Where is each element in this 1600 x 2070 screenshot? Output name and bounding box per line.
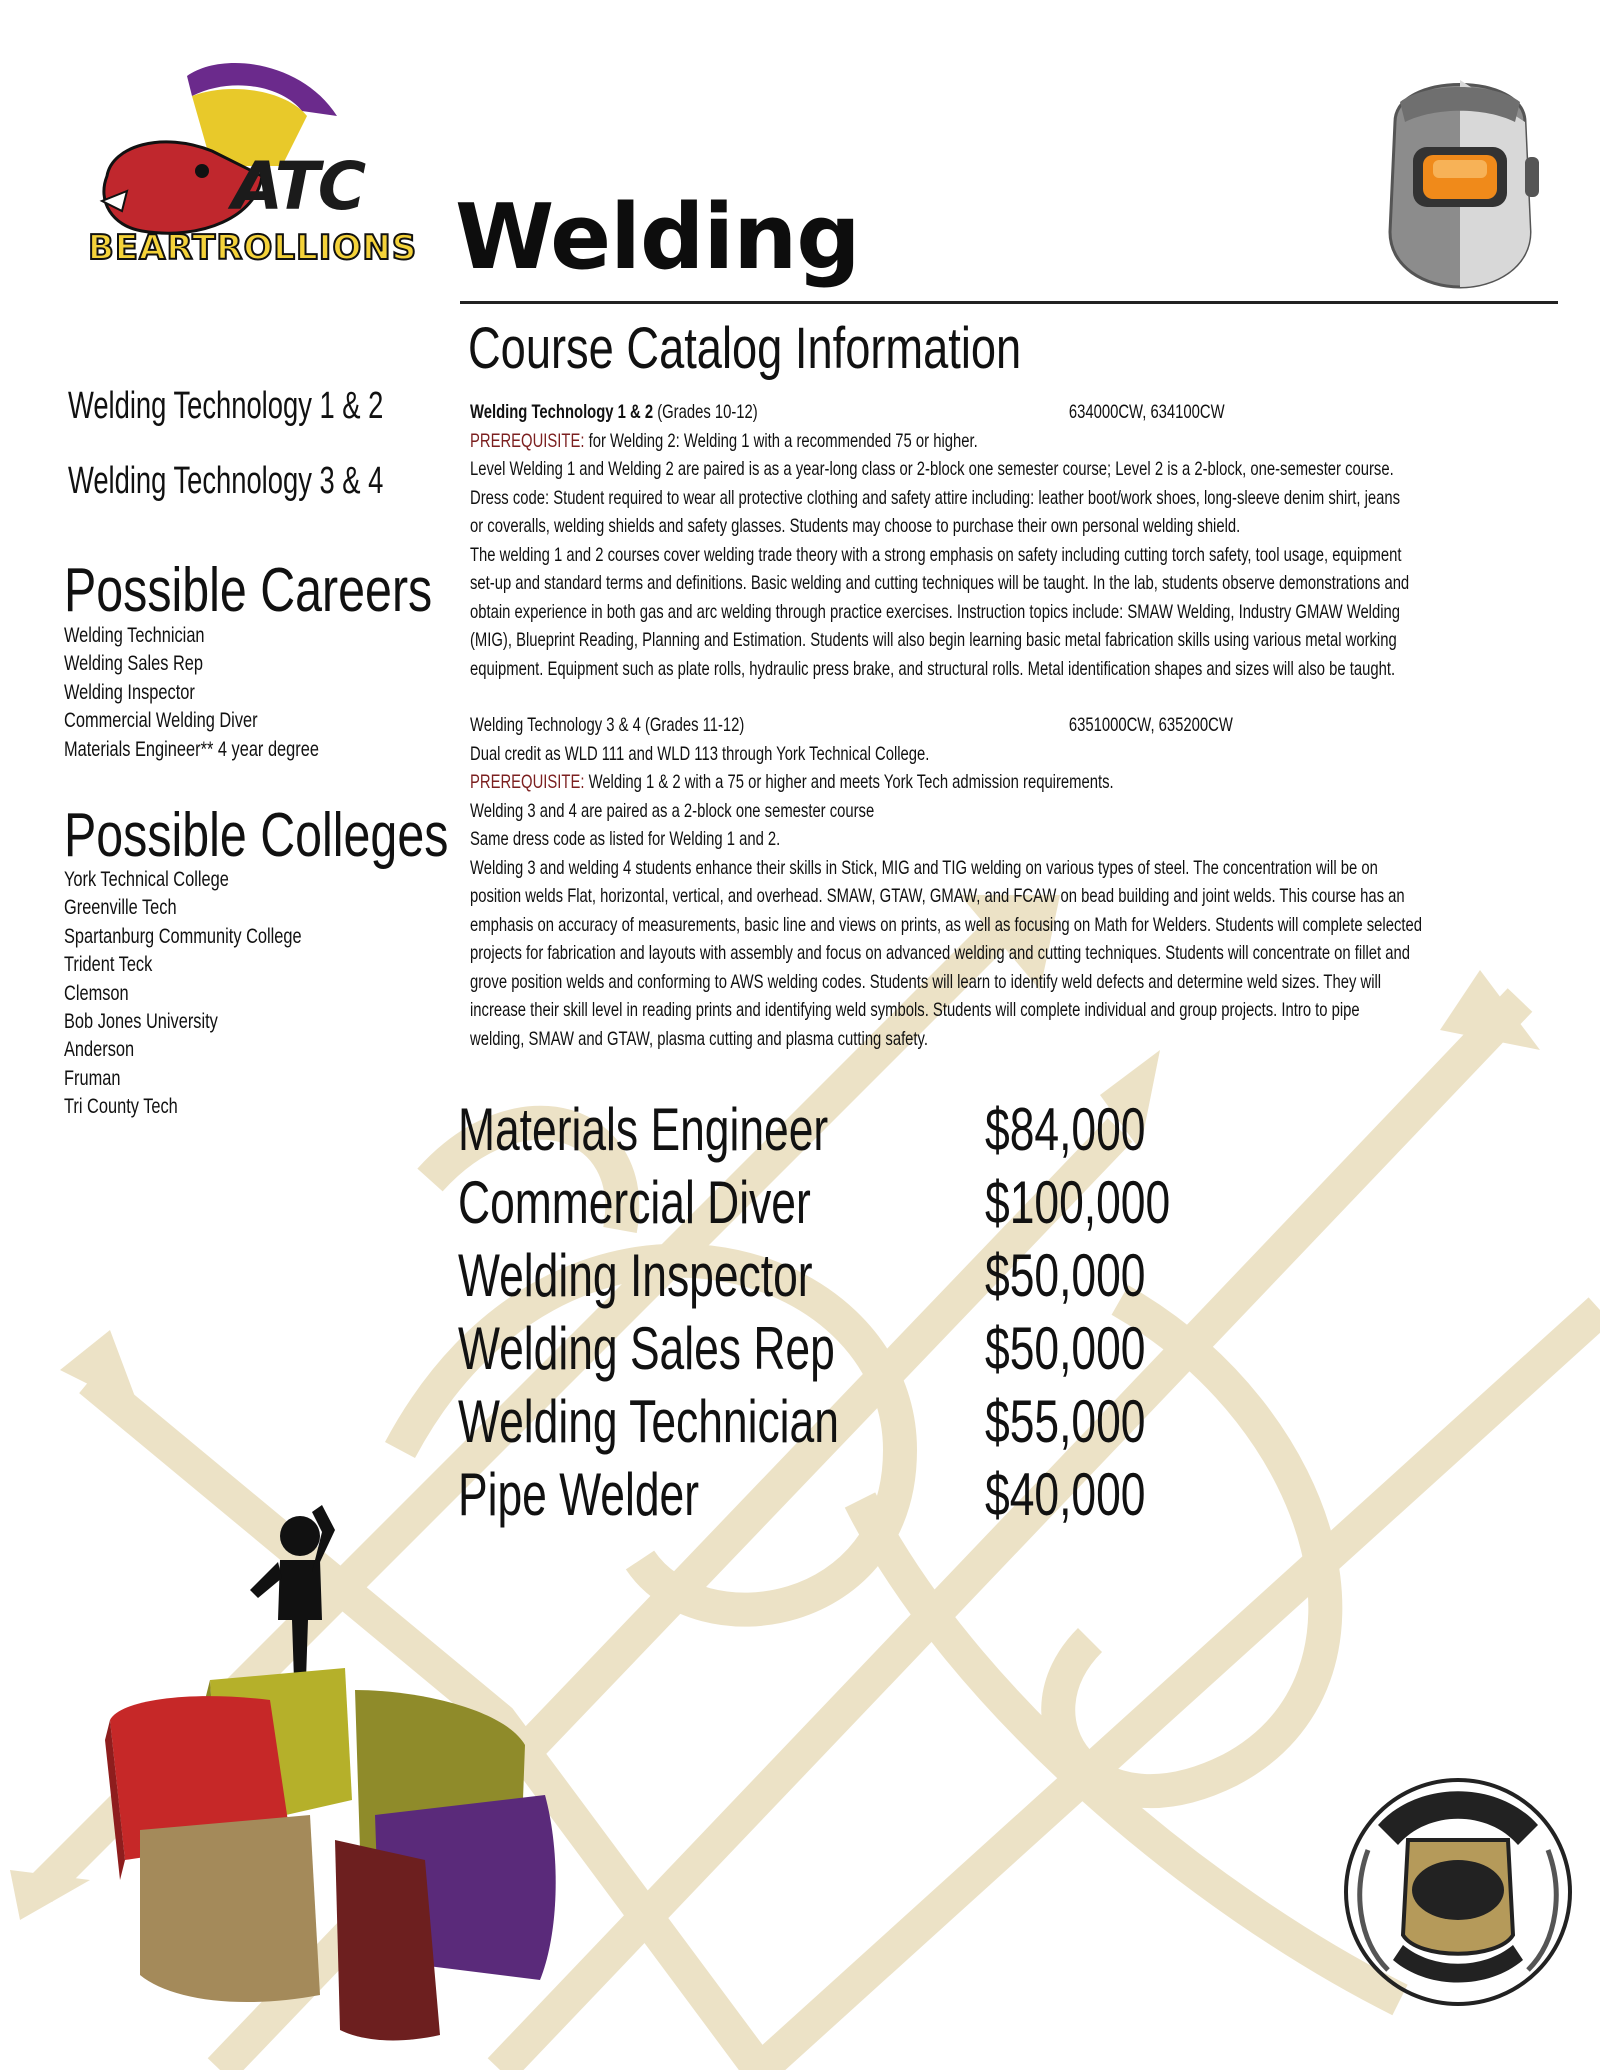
page-title: Welding: [455, 185, 860, 290]
salary-amount: $100,000: [985, 1169, 1171, 1236]
course1-prereq: PREREQUISITE: for Welding 2: Welding 1 with a recommended 75 or higher.: [470, 429, 978, 452]
course2-line: Same dress code as listed for Welding 1 and 2.: [470, 828, 781, 850]
salary-job: Welding Technician: [458, 1388, 839, 1455]
salary-amount: $50,000: [985, 1315, 1146, 1382]
salary-job: Pipe Welder: [458, 1461, 700, 1528]
careers-heading: Possible Careers: [64, 556, 433, 625]
course1-grades: (Grades 10-12): [657, 401, 758, 423]
course2-line: Welding 3 and 4 are paired as a 2-block one semester course: [470, 799, 875, 822]
list-item: Welding Inspector: [64, 680, 195, 704]
list-item: Greenville Tech: [64, 896, 177, 920]
logo-wordmark: BEARTROLLIONS: [88, 228, 418, 268]
course2-codes: 6351000CW, 635200CW: [1068, 714, 1233, 736]
course1-line: set-up and standard terms and definitions. Basic welding and cutting techniques will be taught. In the lab, students observe demonstrations and: [470, 572, 1410, 594]
course2-name: Welding Technology 3 & 4 (Grades 11-12): [470, 714, 745, 736]
careers-list: [64, 624, 391, 766]
course1-line: obtain experience in both gas and arc welding through practice exercises. Instruction topics include: SMAW Welding, Industry GMAW Welding: [470, 600, 1401, 623]
list-item: Clemson: [64, 981, 129, 1005]
list-item: Commercial Welding Diver: [64, 709, 258, 733]
salary-job: Materials Engineer: [458, 1096, 829, 1163]
course1-line: equipment. Equipment such as plate rolls, hydraulic press brake, and structural rolls. Metal identification shapes and sizes will also be taught.: [470, 657, 1396, 680]
course-link-3-4: Welding Technology 3 & 4: [68, 460, 384, 502]
colleges-list: [64, 868, 369, 1124]
course2-header: [470, 711, 1534, 740]
prereq-label: PREREQUISITE:: [470, 429, 585, 452]
salary-amount: $84,000: [985, 1096, 1146, 1163]
course2-line: Welding 3 and welding 4 students enhance their skills in Stick, MIG and TIG welding on various types of steel. The concentration will be on: [470, 856, 1378, 879]
salary-amount: $55,000: [985, 1388, 1146, 1455]
course2-prereq: PREREQUISITE: Welding 1 & 2 with a 75 or higher and meets York Tech admission requirements.: [470, 771, 1114, 793]
course2-line: emphasis on accuracy of measurements, basic line and views on prints, as well as focusing on Math for Welders. Students will complete selected: [470, 913, 1422, 936]
list-item: Welding Technician: [64, 624, 205, 647]
list-item: Materials Engineer** 4 year degree: [64, 737, 319, 761]
list-item: Spartanburg Community College: [64, 924, 302, 948]
course1-codes: 634000CW, 634100CW: [1068, 401, 1225, 423]
course2-line: position welds Flat, horizontal, vertical, and overhead. SMAW, GTAW, GMAW, and FCAW on bead building and joint welds. This course has an: [470, 885, 1405, 907]
list-item: Tri County Tech: [64, 1095, 178, 1119]
title-divider: [460, 301, 1558, 304]
colleges-heading: Possible Colleges: [64, 801, 449, 870]
list-item: York Technical College: [64, 868, 229, 891]
course1-header: [470, 398, 1534, 427]
course2-line: projects for fabrication and layouts with assembly and focus on advanced welding and cutting techniques. Students will concentrate on fillet and: [470, 942, 1410, 964]
salary-amount: $40,000: [985, 1461, 1146, 1528]
course1-line: or coveralls, welding shields and safety glasses. Students may choose to purchase their own personal welding shield.: [470, 515, 1241, 537]
catalog-body: [470, 398, 1534, 1053]
list-item: Welding Sales Rep: [64, 652, 204, 676]
salary-job: Welding Inspector: [458, 1242, 813, 1309]
list-item: Fruman: [64, 1066, 121, 1090]
list-item: Trident Teck: [64, 953, 153, 977]
welding-helmet-icon: [1375, 62, 1545, 292]
course1-line: (MIG), Blueprint Reading, Planning and Estimation. Students will also begin learning basic metal fabrication skills using various metal working: [470, 629, 1397, 651]
salary-job: Commercial Diver: [458, 1169, 811, 1236]
list-item: Bob Jones University: [64, 1009, 218, 1033]
salary-job: Welding Sales Rep: [458, 1315, 835, 1382]
course1-line: Dress code: Student required to wear all protective clothing and safety attire including: leather boot/work shoes, long-sleeve denim shirt, jeans: [470, 486, 1401, 509]
course2-line: increase their skill level in reading prints and identifying weld symbols. Students will complete individual and group projects. Intro to pipe: [470, 999, 1360, 1021]
logo-atc-text: ATC: [232, 148, 365, 225]
course1-line: The welding 1 and 2 courses cover welding trade theory with a strong emphasis on safety including cutting torch safety, tool usage, equipment: [470, 543, 1402, 566]
course2-line: welding, SMAW and GTAW, plasma cutting and plasma cutting safety.: [470, 1027, 928, 1050]
catalog-heading: Course Catalog Information: [468, 316, 1022, 381]
course2-line: grove position welds and conforming to AWS welding codes. Students will learn to identify weld defects and determine weld sizes. They will: [470, 970, 1382, 993]
course-list: [68, 385, 506, 535]
course1-line: Level Welding 1 and Welding 2 are paired is as a year-long class or 2-block one semester course; Level 2 is a 2-block, one-semester course.: [470, 458, 1394, 480]
course2-dual: Dual credit as WLD 111 and WLD 113 through York Technical College.: [470, 742, 930, 765]
salary-amount: $50,000: [985, 1242, 1146, 1309]
course-link-1-2: Welding Technology 1 & 2: [68, 385, 384, 427]
list-item: Anderson: [64, 1038, 135, 1062]
course1-name: Welding Technology 1 & 2: [470, 401, 654, 423]
prereq-label: PREREQUISITE:: [470, 771, 585, 793]
atc-seal-logo: [1338, 1770, 1578, 2015]
